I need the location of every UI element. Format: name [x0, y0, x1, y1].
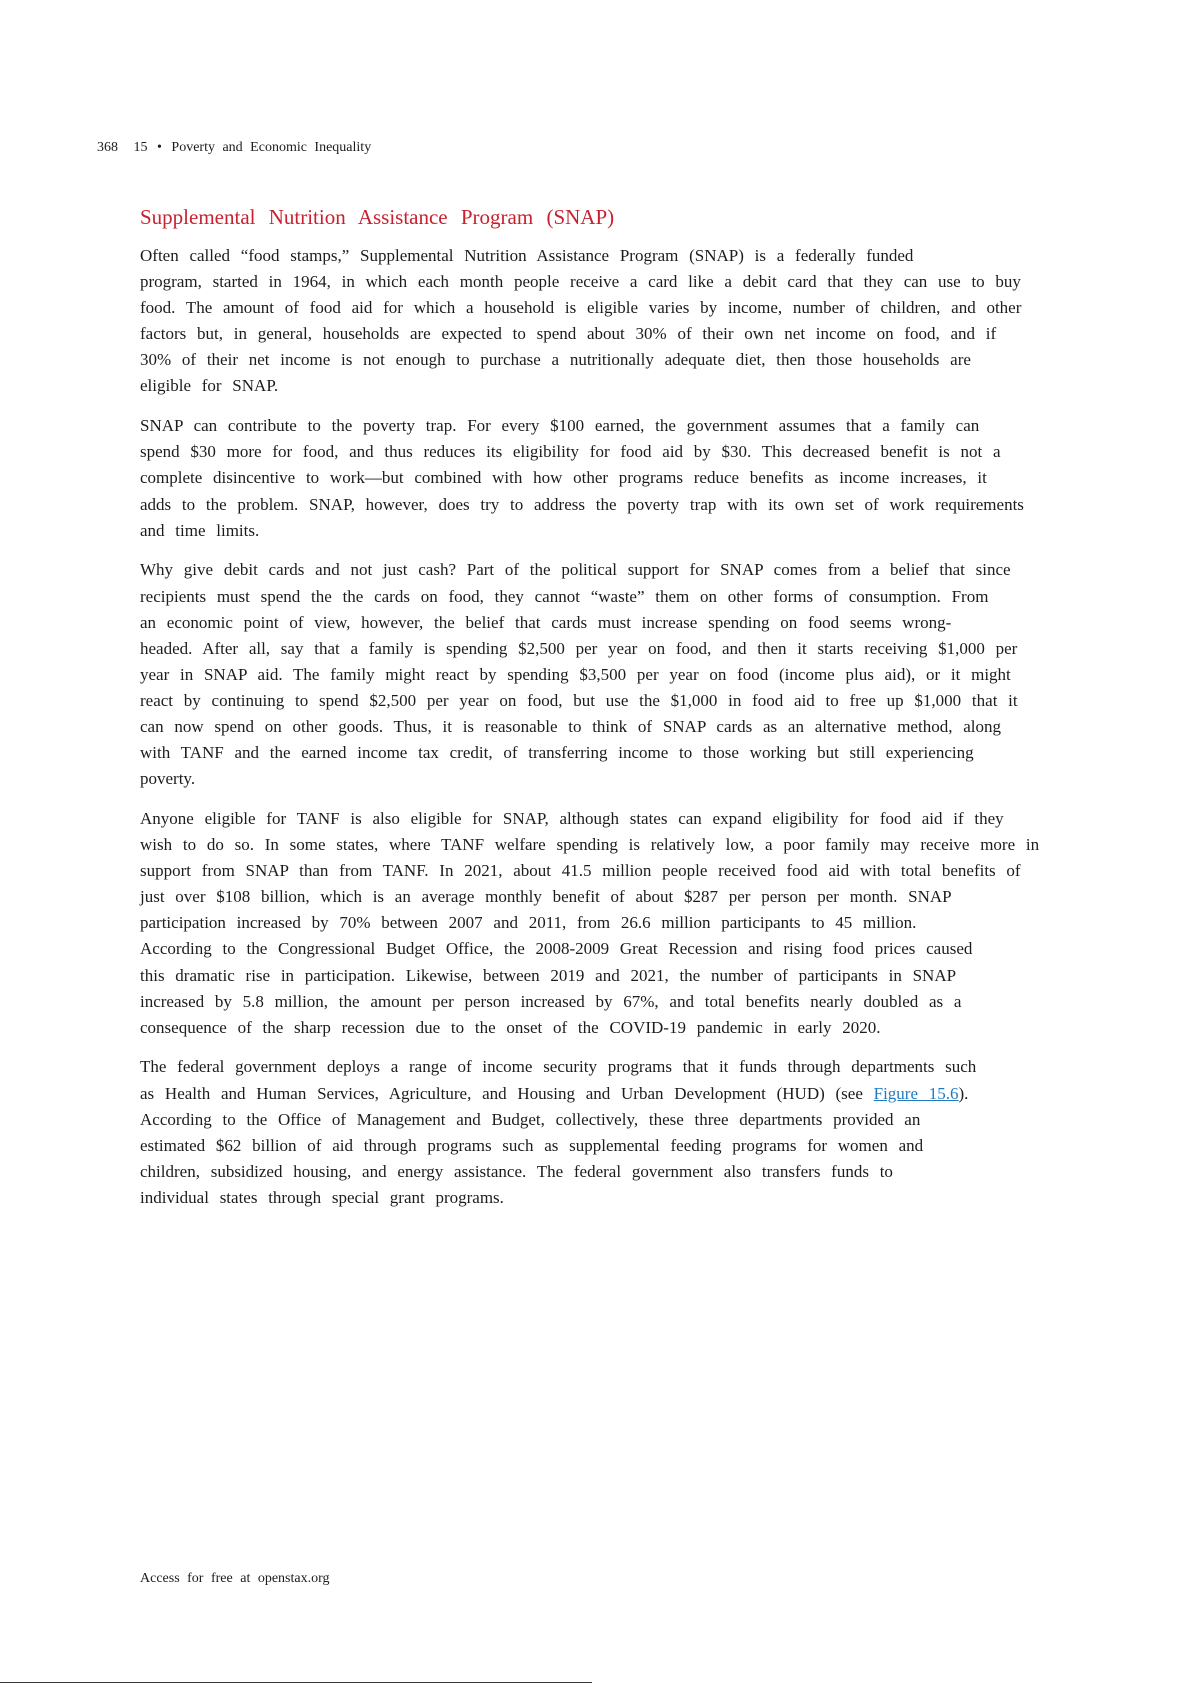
text-line: food. The amount of food aid for which a household is eligible varies by income, number of children, and other [140, 298, 1022, 318]
text-line: SNAP can contribute to the poverty trap. For every $100 earned, the government assumes that a family can [140, 416, 980, 436]
text-line: The federal government deploys a range of income security programs that it funds through departments such [140, 1057, 977, 1077]
text-line: react by continuing to spend $2,500 per year on food, but use the $1,000 in food aid to free up $1,000 that it [140, 690, 1018, 710]
chapter-number: 15 [133, 140, 148, 155]
paragraph-snap-overview [140, 243, 1100, 400]
text-line: consequence of the sharp recession due to the onset of the COVID-19 pandemic in early 2020. [140, 1017, 881, 1037]
text-line-with-link [140, 1081, 1100, 1107]
section-heading: Supplemental Nutrition Assistance Program (SNAP) [140, 205, 615, 229]
text-line: program, started in 1964, in which each month people receive a card like a debit card that they can use to buy [140, 272, 1021, 292]
text-line: factors but, in general, households are expected to spend about 30% of their own net income on food, and if [140, 324, 997, 344]
paragraph-poverty-trap [140, 413, 1100, 543]
text-segment: as Health and Human Services, Agriculture, and Housing and Urban Development (HUD) (see [140, 1083, 863, 1103]
running-head-separator: • [157, 140, 162, 155]
page-bottom-rule [0, 1682, 592, 1683]
page-footer: Access for free at openstax.org [140, 1571, 330, 1586]
text-line: can now spend on other goods. Thus, it is reasonable to think of SNAP cards as an alternative method, along [140, 716, 1001, 736]
text-line: participation increased by 70% between 2007 and 2011, from 26.6 million participants to 45 million. [140, 913, 917, 933]
text-line: Anyone eligible for TANF is also eligible for SNAP, although states can expand eligibility for food aid if they [140, 808, 1004, 828]
chapter-title: Poverty and Economic Inequality [171, 140, 372, 155]
page-number: 368 [97, 140, 118, 155]
text-line: year in SNAP aid. The family might react by spending $3,500 per year on food (income plus aid), or it might [140, 664, 1011, 684]
text-line: According to the Office of Management and Budget, collectively, these three departments provided an [140, 1109, 921, 1129]
paragraph-federal-programs [140, 1054, 1100, 1211]
text-line: wish to do so. In some states, where TANF welfare spending is relatively low, a poor family may receive more in [140, 835, 1040, 855]
text-line: adds to the problem. SNAP, however, does try to address the poverty trap with its own set of work requirements [140, 494, 1024, 514]
text-line: 30% of their net income is not enough to purchase a nutritionally adequate diet, then those households are [140, 350, 971, 370]
text-line: with TANF and the earned income tax credit, of transferring income to those working but still experiencing [140, 743, 974, 763]
text-line: recipients must spend the the cards on food, they cannot “waste” them on other forms of consumption. From [140, 586, 989, 606]
text-line: children, subsidized housing, and energy assistance. The federal government also transfers funds to [140, 1161, 893, 1181]
text-line: estimated $62 billion of aid through programs such as supplemental feeding programs for women and [140, 1135, 924, 1155]
running-head [97, 139, 371, 157]
text-line: eligible for SNAP. [140, 376, 279, 396]
text-line: According to the Congressional Budget Office, the 2008-2009 Great Recession and rising food prices caused [140, 939, 973, 959]
body-text [140, 243, 1100, 1225]
text-line: just over $108 billion, which is an average monthly benefit of about $287 per person per month. SNAP [140, 887, 952, 907]
text-segment: ). [958, 1083, 969, 1103]
paragraph-debit-cards [140, 557, 1100, 792]
text-line: support from SNAP than from TANF. In 2021, about 41.5 million people received food aid with total benefits of [140, 861, 1021, 881]
text-line: and time limits. [140, 520, 260, 540]
text-line: an economic point of view, however, the belief that cards must increase spending on food seems wrong- [140, 612, 952, 632]
paragraph-eligibility-statistics [140, 806, 1100, 1041]
text-line: Often called “food stamps,” Supplemental Nutrition Assistance Program (SNAP) is a federally funded [140, 246, 914, 265]
figure-15-6-link[interactable]: Figure 15.6 [873, 1083, 959, 1103]
text-line: Why give debit cards and not just cash? Part of the political support for SNAP comes from a belief that since [140, 560, 1011, 580]
text-line: this dramatic rise in participation. Likewise, between 2019 and 2021, the number of participants in SNAP [140, 965, 957, 985]
text-line: poverty. [140, 769, 196, 789]
text-line: individual states through special grant programs. [140, 1187, 504, 1207]
text-line: spend $30 more for food, and thus reduces its eligibility for food aid by $30. This decreased benefit is not a [140, 442, 1001, 462]
text-line: headed. After all, say that a family is spending $2,500 per year on food, and then it starts receiving $1,000 per [140, 638, 1018, 658]
text-line: increased by 5.8 million, the amount per person increased by 67%, and total benefits nearly doubled as a [140, 991, 962, 1011]
text-line: complete disincentive to work—but combined with how other programs reduce benefits as income increases, it [140, 468, 987, 488]
